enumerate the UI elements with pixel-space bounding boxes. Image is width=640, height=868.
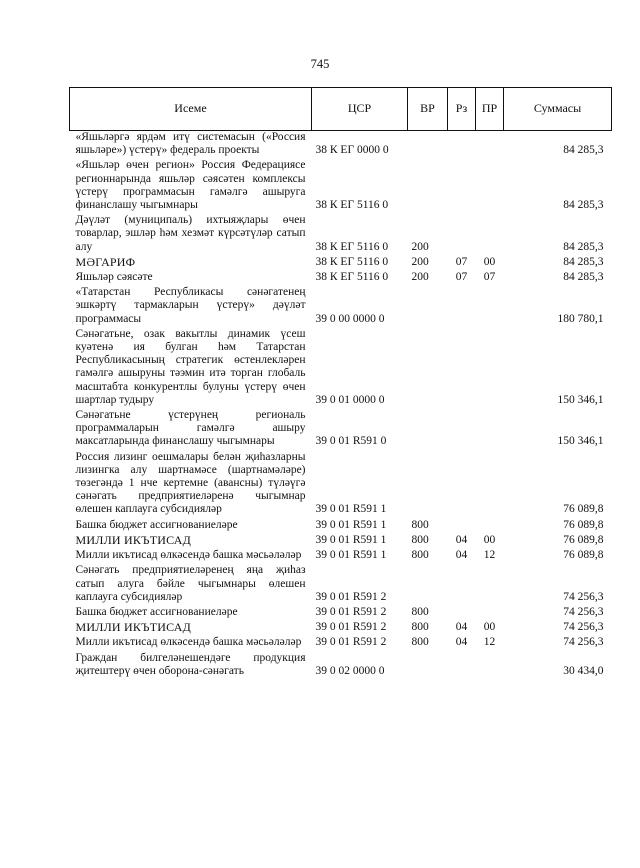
table-row bbox=[70, 256, 612, 271]
row-pr-code bbox=[476, 451, 504, 519]
table-row bbox=[70, 131, 612, 160]
row-name: МӘГАРИФ bbox=[75, 254, 136, 269]
row-pr-code: 12 bbox=[483, 636, 496, 649]
row-vr-code: 800 bbox=[411, 533, 429, 546]
row-vr-code: 200 bbox=[411, 271, 429, 284]
header-csr: ЦСР bbox=[312, 88, 408, 131]
row-csr-code: 39 0 01 R591 1 bbox=[315, 549, 387, 562]
header-rz: Рз bbox=[448, 88, 476, 131]
table-row bbox=[70, 549, 612, 564]
row-amount: 84 285,3 bbox=[563, 255, 604, 268]
row-pr-code: 00 bbox=[483, 533, 496, 546]
table-row bbox=[70, 328, 612, 409]
row-vr-code: 200 bbox=[411, 240, 429, 253]
table-row bbox=[70, 564, 612, 606]
row-rz-code: 04 bbox=[455, 621, 468, 634]
row-vr-code: 800 bbox=[411, 621, 429, 634]
row-name: «Татарстан Республикасы сәнәгатенең эшкәртү тармакларын үстерү» дәүләт программасы bbox=[75, 286, 306, 325]
row-amount: 76 089,8 bbox=[563, 503, 604, 516]
row-csr-code: 38 К ЕГ 5116 0 bbox=[315, 240, 389, 253]
row-rz-code: 07 bbox=[455, 271, 468, 284]
row-csr-code: 38 К ЕГ 5116 0 bbox=[315, 255, 389, 268]
table-row bbox=[70, 409, 612, 451]
row-amount: 84 285,3 bbox=[563, 199, 604, 212]
row-csr-code: 38 К ЕГ 0000 0 bbox=[315, 144, 389, 157]
row-name: Сәнәгать предприятиеләренең яңа җиһаз сатып алуга бәйле чыгымнары өлешен каплауга субсидияләр bbox=[75, 564, 306, 603]
row-amount: 150 346,1 bbox=[557, 435, 604, 448]
row-amount: 74 256,3 bbox=[563, 621, 604, 634]
row-csr-code: 38 К ЕГ 5116 0 bbox=[315, 199, 389, 212]
row-amount: 180 780,1 bbox=[557, 312, 604, 325]
row-pr-code bbox=[476, 131, 504, 160]
row-csr-code: 39 0 01 R591 2 bbox=[315, 590, 387, 603]
row-rz-code bbox=[448, 131, 476, 160]
row-rz-code: 04 bbox=[455, 533, 468, 546]
row-csr-code: 39 0 01 R591 2 bbox=[315, 605, 387, 618]
row-amount: 74 256,3 bbox=[563, 605, 604, 618]
row-csr-code: 39 0 01 R591 2 bbox=[315, 621, 387, 634]
row-pr-code bbox=[476, 159, 504, 214]
row-rz-code bbox=[448, 328, 476, 409]
row-amount: 76 089,8 bbox=[563, 518, 604, 531]
row-vr-code bbox=[408, 159, 448, 214]
header-name: Исеме bbox=[70, 88, 312, 131]
row-amount: 84 285,3 bbox=[563, 271, 604, 284]
row-vr-code bbox=[408, 451, 448, 519]
row-name: «Яшьләргә ярдәм итү системасын («Россия яшьләре») үстерү» федераль проекты bbox=[75, 131, 306, 157]
row-pr-code: 07 bbox=[483, 271, 496, 284]
row-amount: 150 346,1 bbox=[557, 393, 604, 406]
table-row bbox=[70, 159, 612, 214]
row-pr-code: 00 bbox=[483, 621, 496, 634]
row-vr-code bbox=[408, 328, 448, 409]
row-pr-code bbox=[476, 652, 504, 680]
row-csr-code: 39 0 00 0000 0 bbox=[315, 312, 385, 325]
row-rz-code bbox=[448, 451, 476, 519]
header-pr: ПР bbox=[476, 88, 504, 131]
row-csr-code: 39 0 01 R591 1 bbox=[315, 503, 387, 516]
row-vr-code bbox=[408, 564, 448, 606]
row-name: Граждан билгеләнешендәге продукция җитештерү өчен оборона-сәнәгать bbox=[75, 651, 306, 677]
row-rz-code bbox=[448, 606, 476, 621]
table-row bbox=[70, 519, 612, 534]
row-rz-code: 04 bbox=[455, 549, 468, 562]
row-csr-code: 39 0 02 0000 0 bbox=[315, 664, 385, 677]
row-amount: 74 256,3 bbox=[563, 636, 604, 649]
table-row bbox=[70, 286, 612, 328]
row-amount: 30 434,0 bbox=[563, 664, 604, 677]
row-rz-code bbox=[448, 409, 476, 451]
row-pr-code: 12 bbox=[483, 549, 496, 562]
row-rz-code bbox=[448, 159, 476, 214]
row-name: Сәнәгатьне, озак вакытлы динамик үсеш куәтенә ия булган һәм Татарстан Республикасының стратегик өстенлекләрен гамәлгә ашыруны тәэмин итә торган глобаль масштабта конкурентлы булуны үстерү өчен шартлар тудыру bbox=[75, 327, 306, 406]
row-amount: 76 089,8 bbox=[563, 533, 604, 546]
row-rz-code: 04 bbox=[455, 636, 468, 649]
row-vr-code: 800 bbox=[411, 549, 429, 562]
table-row bbox=[70, 214, 612, 256]
table-row bbox=[70, 534, 612, 549]
row-vr-code bbox=[408, 652, 448, 680]
row-rz-code bbox=[448, 519, 476, 534]
table-row bbox=[70, 271, 612, 286]
row-pr-code bbox=[476, 409, 504, 451]
row-name: Сәнәгатьне үстерүнең региональ программаларын гамәлгә ашыру максатларында финанслашу чыгымнары bbox=[75, 409, 306, 448]
row-name: «Яшьләр өчен регион» Россия Федерациясе регионнарында яшьләр сәясәтен комплексы үстерү программасын гамәлгә ашыруга финанслашу чыгымнары bbox=[75, 159, 306, 212]
row-vr-code bbox=[408, 286, 448, 328]
header-vr: ВР bbox=[408, 88, 448, 131]
table-row bbox=[70, 451, 612, 519]
row-amount: 84 285,3 bbox=[563, 240, 604, 253]
table-row bbox=[70, 606, 612, 621]
row-rz-code bbox=[448, 286, 476, 328]
row-pr-code bbox=[476, 519, 504, 534]
row-name: Башка бюджет ассигнованиеләре bbox=[75, 518, 238, 531]
page-number: 745 bbox=[310, 57, 330, 71]
row-csr-code: 39 0 01 R591 2 bbox=[315, 636, 387, 649]
row-vr-code: 200 bbox=[411, 255, 429, 268]
row-name: Россия лизинг оешмалары белән җиһазларны лизингка алу шартнамәсе (шартнамәләре) төзегәндә 1 нче кертемне (авансны) түләүгә сәнәгать предприятиеләренә чыгымнар өлешен каплауга субсидияләр bbox=[75, 450, 306, 516]
row-pr-code bbox=[476, 214, 504, 256]
row-csr-code: 38 К ЕГ 5116 0 bbox=[315, 271, 389, 284]
row-amount: 74 256,3 bbox=[563, 590, 604, 603]
row-csr-code: 39 0 01 R591 0 bbox=[315, 435, 387, 448]
header-sum: Суммасы bbox=[504, 88, 612, 131]
row-csr-code: 39 0 01 R591 1 bbox=[315, 533, 387, 546]
row-pr-code bbox=[476, 286, 504, 328]
row-vr-code: 800 bbox=[411, 636, 429, 649]
row-name: Милли икътисад өлкәсендә башка мәсьәләләр bbox=[75, 549, 302, 562]
row-name: Милли икътисад өлкәсендә башка мәсьәләләр bbox=[75, 636, 302, 649]
row-rz-code: 07 bbox=[455, 255, 468, 268]
row-pr-code bbox=[476, 564, 504, 606]
table-body bbox=[70, 131, 612, 680]
row-rz-code bbox=[448, 652, 476, 680]
row-name: Дәүләт (муниципаль) ихтыяҗлары өчен товарлар, эшләр һәм хезмәт күрсәтүләр сатып алу bbox=[75, 214, 306, 253]
row-amount: 76 089,8 bbox=[563, 549, 604, 562]
row-csr-code: 39 0 01 R591 1 bbox=[315, 518, 387, 531]
row-vr-code bbox=[408, 409, 448, 451]
table-header-row bbox=[70, 88, 612, 131]
row-name: МИЛЛИ ИКЪТИСАД bbox=[75, 532, 191, 547]
row-csr-code: 39 0 01 0000 0 bbox=[315, 393, 385, 406]
row-pr-code bbox=[476, 328, 504, 409]
row-rz-code bbox=[448, 564, 476, 606]
table-row bbox=[70, 621, 612, 636]
row-rz-code bbox=[448, 214, 476, 256]
row-amount: 84 285,3 bbox=[563, 144, 604, 157]
row-name: Башка бюджет ассигнованиеләре bbox=[75, 605, 238, 618]
row-vr-code: 800 bbox=[411, 605, 429, 618]
row-vr-code: 800 bbox=[411, 518, 429, 531]
row-pr-code bbox=[476, 606, 504, 621]
row-name: МИЛЛИ ИКЪТИСАД bbox=[75, 620, 191, 635]
budget-table bbox=[69, 87, 612, 680]
row-name: Яшьләр сәясәте bbox=[75, 271, 153, 284]
table-row bbox=[70, 652, 612, 680]
row-pr-code: 00 bbox=[483, 255, 496, 268]
row-vr-code bbox=[408, 131, 448, 160]
table-row bbox=[70, 636, 612, 651]
